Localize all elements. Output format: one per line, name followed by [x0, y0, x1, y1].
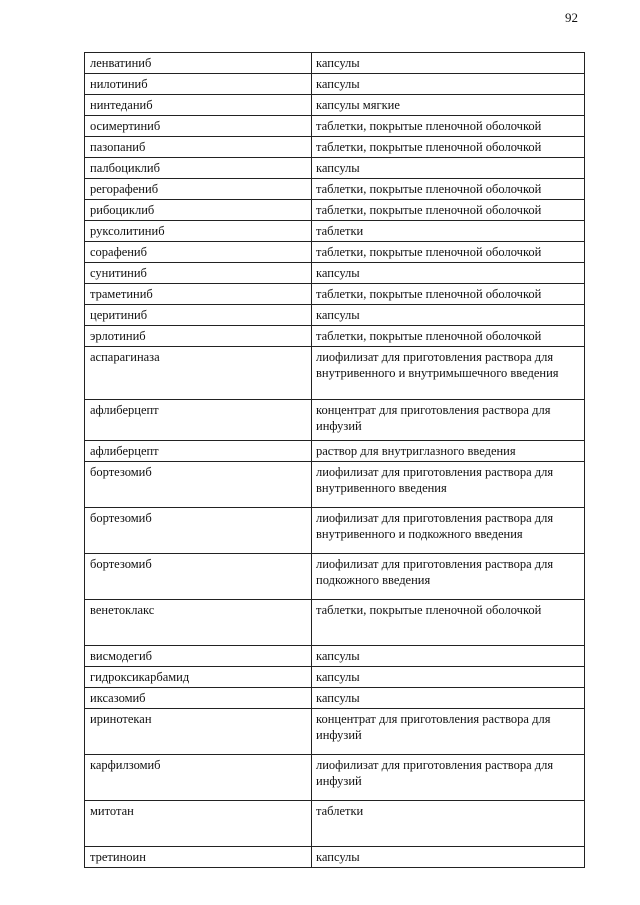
table-row — [85, 242, 585, 263]
drug-name-cell: гидроксикарбамид — [85, 667, 312, 688]
dosage-form-cell: таблетки — [312, 221, 585, 242]
drug-name-cell: бортезомиб — [85, 554, 312, 600]
table-row — [85, 95, 585, 116]
drug-name-cell: бортезомиб — [85, 508, 312, 554]
table-row — [85, 263, 585, 284]
table-row — [85, 400, 585, 441]
dosage-form-cell: капсулы — [312, 263, 585, 284]
drug-name-cell: палбоциклиб — [85, 158, 312, 179]
table-row — [85, 801, 585, 847]
dosage-form-cell: таблетки, покрытые пленочной оболочкой — [312, 326, 585, 347]
drug-name-cell: иринотекан — [85, 709, 312, 755]
dosage-form-cell: капсулы — [312, 305, 585, 326]
table-row — [85, 179, 585, 200]
dosage-form-cell: концентрат для приготовления раствора для инфузий — [312, 709, 585, 755]
page-number: 92 — [565, 10, 578, 25]
dosage-form-cell: таблетки, покрытые пленочной оболочкой — [312, 200, 585, 221]
dosage-form-cell: таблетки, покрытые пленочной оболочкой — [312, 284, 585, 305]
dosage-form-cell: лиофилизат для приготовления раствора для инфузий — [312, 755, 585, 801]
drug-name-cell: венетоклакс — [85, 600, 312, 646]
drug-name-cell: сорафениб — [85, 242, 312, 263]
dosage-form-cell: капсулы мягкие — [312, 95, 585, 116]
medication-table-body — [85, 53, 585, 868]
table-row — [85, 554, 585, 600]
dosage-form-cell: лиофилизат для приготовления раствора для внутривенного и подкожного введения — [312, 508, 585, 554]
table-row — [85, 347, 585, 400]
drug-name-cell: аспарагиназа — [85, 347, 312, 400]
dosage-form-cell: концентрат для приготовления раствора для инфузий — [312, 400, 585, 441]
dosage-form-cell: таблетки, покрытые пленочной оболочкой — [312, 179, 585, 200]
drug-name-cell: афлиберцепт — [85, 400, 312, 441]
drug-name-cell: карфилзомиб — [85, 755, 312, 801]
table-row — [85, 847, 585, 868]
dosage-form-cell: таблетки, покрытые пленочной оболочкой — [312, 137, 585, 158]
table-row — [85, 600, 585, 646]
drug-name-cell: висмодегиб — [85, 646, 312, 667]
table-row — [85, 755, 585, 801]
drug-name-cell: нилотиниб — [85, 74, 312, 95]
drug-name-cell: пазопаниб — [85, 137, 312, 158]
dosage-form-cell: капсулы — [312, 158, 585, 179]
table-row — [85, 709, 585, 755]
drug-name-cell: рибоциклиб — [85, 200, 312, 221]
drug-name-cell: регорафениб — [85, 179, 312, 200]
dosage-form-cell: капсулы — [312, 667, 585, 688]
table-row — [85, 200, 585, 221]
table-row — [85, 116, 585, 137]
dosage-form-cell: таблетки, покрытые пленочной оболочкой — [312, 116, 585, 137]
dosage-form-cell: лиофилизат для приготовления раствора для внутривенного введения — [312, 462, 585, 508]
dosage-form-cell: лиофилизат для приготовления раствора для внутривенного и внутримышечного введения — [312, 347, 585, 400]
dosage-form-cell: капсулы — [312, 74, 585, 95]
dosage-form-cell: лиофилизат для приготовления раствора для подкожного введения — [312, 554, 585, 600]
table-row — [85, 305, 585, 326]
drug-name-cell: ленватиниб — [85, 53, 312, 74]
drug-name-cell: руксолитиниб — [85, 221, 312, 242]
drug-name-cell: афлиберцепт — [85, 441, 312, 462]
table-row — [85, 284, 585, 305]
table-row — [85, 158, 585, 179]
drug-name-cell: сунитиниб — [85, 263, 312, 284]
dosage-form-cell: таблетки, покрытые пленочной оболочкой — [312, 242, 585, 263]
table-row — [85, 53, 585, 74]
dosage-form-cell: капсулы — [312, 53, 585, 74]
medication-table — [84, 52, 585, 868]
drug-name-cell: осимертиниб — [85, 116, 312, 137]
table-row — [85, 646, 585, 667]
table-row — [85, 74, 585, 95]
drug-name-cell: иксазомиб — [85, 688, 312, 709]
drug-name-cell: эрлотиниб — [85, 326, 312, 347]
dosage-form-cell: капсулы — [312, 688, 585, 709]
drug-name-cell: церитиниб — [85, 305, 312, 326]
drug-name-cell: бортезомиб — [85, 462, 312, 508]
dosage-form-cell: капсулы — [312, 646, 585, 667]
table-row — [85, 508, 585, 554]
table-row — [85, 441, 585, 462]
table-row — [85, 221, 585, 242]
drug-name-cell: третиноин — [85, 847, 312, 868]
drug-name-cell: митотан — [85, 801, 312, 847]
dosage-form-cell: капсулы — [312, 847, 585, 868]
table-row — [85, 137, 585, 158]
dosage-form-cell: таблетки, покрытые пленочной оболочкой — [312, 600, 585, 646]
drug-name-cell: нинтеданиб — [85, 95, 312, 116]
drug-name-cell: траметиниб — [85, 284, 312, 305]
table-row — [85, 688, 585, 709]
table-row — [85, 462, 585, 508]
dosage-form-cell: таблетки — [312, 801, 585, 847]
dosage-form-cell: раствор для внутриглазного введения — [312, 441, 585, 462]
table-row — [85, 667, 585, 688]
table-row — [85, 326, 585, 347]
